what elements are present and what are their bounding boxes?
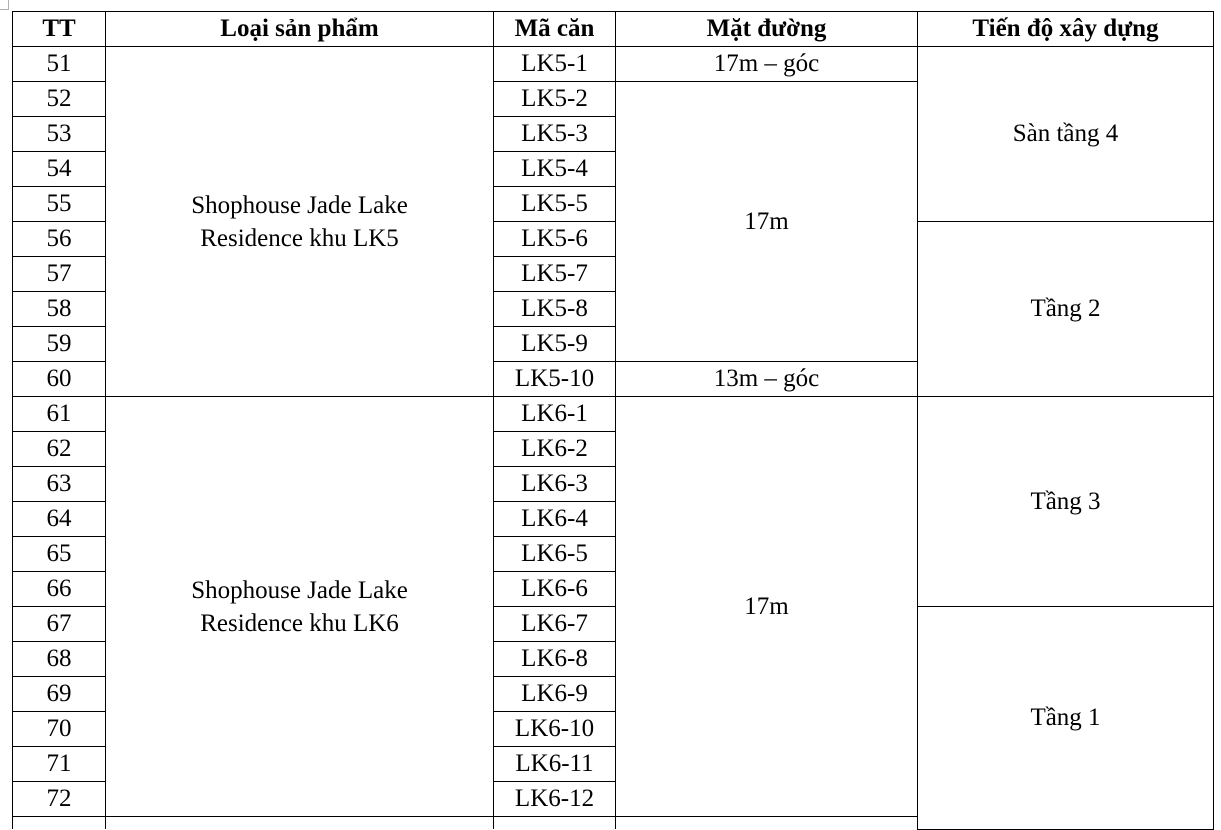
cell-code: LK5-10 <box>494 362 616 397</box>
cell-code: LK5-4 <box>494 152 616 187</box>
cell-tt: 56 <box>13 222 106 257</box>
cell-progress-floor4: Sàn tầng 4 <box>918 47 1214 222</box>
cell-code: LK6-12 <box>494 782 616 817</box>
cell-code: LK6-8 <box>494 642 616 677</box>
cell-product-lk5 <box>106 47 494 397</box>
cell-code: LK5-3 <box>494 117 616 152</box>
cell-tt: 65 <box>13 537 106 572</box>
cell-code: LK6-11 <box>494 747 616 782</box>
cell-tt: 54 <box>13 152 106 187</box>
cell-tt: 59 <box>13 327 106 362</box>
cell-tt: 62 <box>13 432 106 467</box>
cell-tt: 69 <box>13 677 106 712</box>
cell-empty <box>494 817 616 830</box>
cell-tt: 53 <box>13 117 106 152</box>
header-code: Mã căn <box>494 12 616 47</box>
cell-product-lk6 <box>106 397 494 817</box>
cell-tt: 63 <box>13 467 106 502</box>
cell-code: LK5-9 <box>494 327 616 362</box>
cell-road-lk6-17: 17m <box>616 397 918 817</box>
product-lk5-line1: Shophouse Jade Lake <box>191 191 408 219</box>
header-row <box>13 12 1214 47</box>
cell-code: LK5-8 <box>494 292 616 327</box>
cell-code: LK6-5 <box>494 537 616 572</box>
cell-empty <box>13 817 106 830</box>
cell-code: LK5-5 <box>494 187 616 222</box>
cell-empty <box>616 817 918 830</box>
cell-code: LK5-2 <box>494 82 616 117</box>
header-product: Loại sản phẩm <box>106 12 494 47</box>
cell-code: LK5-1 <box>494 47 616 82</box>
cell-tt: 66 <box>13 572 106 607</box>
cell-tt: 55 <box>13 187 106 222</box>
cell-tt: 64 <box>13 502 106 537</box>
cell-code: LK5-7 <box>494 257 616 292</box>
cell-empty <box>106 817 494 830</box>
cell-tt: 70 <box>13 712 106 747</box>
cell-road-lk5-17: 17m <box>616 82 918 362</box>
cell-code: LK6-6 <box>494 572 616 607</box>
product-lk6-line1: Shophouse Jade Lake <box>191 576 408 604</box>
cell-code: LK6-9 <box>494 677 616 712</box>
product-table <box>12 11 1214 830</box>
header-progress: Tiến độ xây dựng <box>918 12 1214 47</box>
cell-road-lk5-corner-13: 13m – góc <box>616 362 918 397</box>
cell-tt: 60 <box>13 362 106 397</box>
cell-tt: 67 <box>13 607 106 642</box>
product-lk6-line2: Residence khu LK6 <box>200 609 399 637</box>
cell-tt: 52 <box>13 82 106 117</box>
cell-code: LK6-10 <box>494 712 616 747</box>
header-road: Mặt đường <box>616 12 918 47</box>
cell-road-lk5-corner-17: 17m – góc <box>616 47 918 82</box>
cell-tt: 57 <box>13 257 106 292</box>
cell-progress-floor1: Tầng 1 <box>918 607 1214 830</box>
table-row <box>13 47 1214 82</box>
cell-code: LK6-7 <box>494 607 616 642</box>
cell-progress-floor2: Tầng 2 <box>918 222 1214 397</box>
cell-code: LK6-2 <box>494 432 616 467</box>
table-row <box>13 397 1214 432</box>
cell-code: LK5-6 <box>494 222 616 257</box>
cell-tt: 61 <box>13 397 106 432</box>
cell-tt: 72 <box>13 782 106 817</box>
cell-code: LK6-1 <box>494 397 616 432</box>
cell-tt: 51 <box>13 47 106 82</box>
cell-tt: 68 <box>13 642 106 677</box>
cell-code: LK6-3 <box>494 467 616 502</box>
product-lk5-line2: Residence khu LK5 <box>200 224 399 252</box>
cell-tt: 71 <box>13 747 106 782</box>
header-tt: TT <box>13 12 106 47</box>
cell-tt: 58 <box>13 292 106 327</box>
page-corner-mark <box>0 0 9 10</box>
cell-code: LK6-4 <box>494 502 616 537</box>
cell-progress-floor3: Tầng 3 <box>918 397 1214 607</box>
